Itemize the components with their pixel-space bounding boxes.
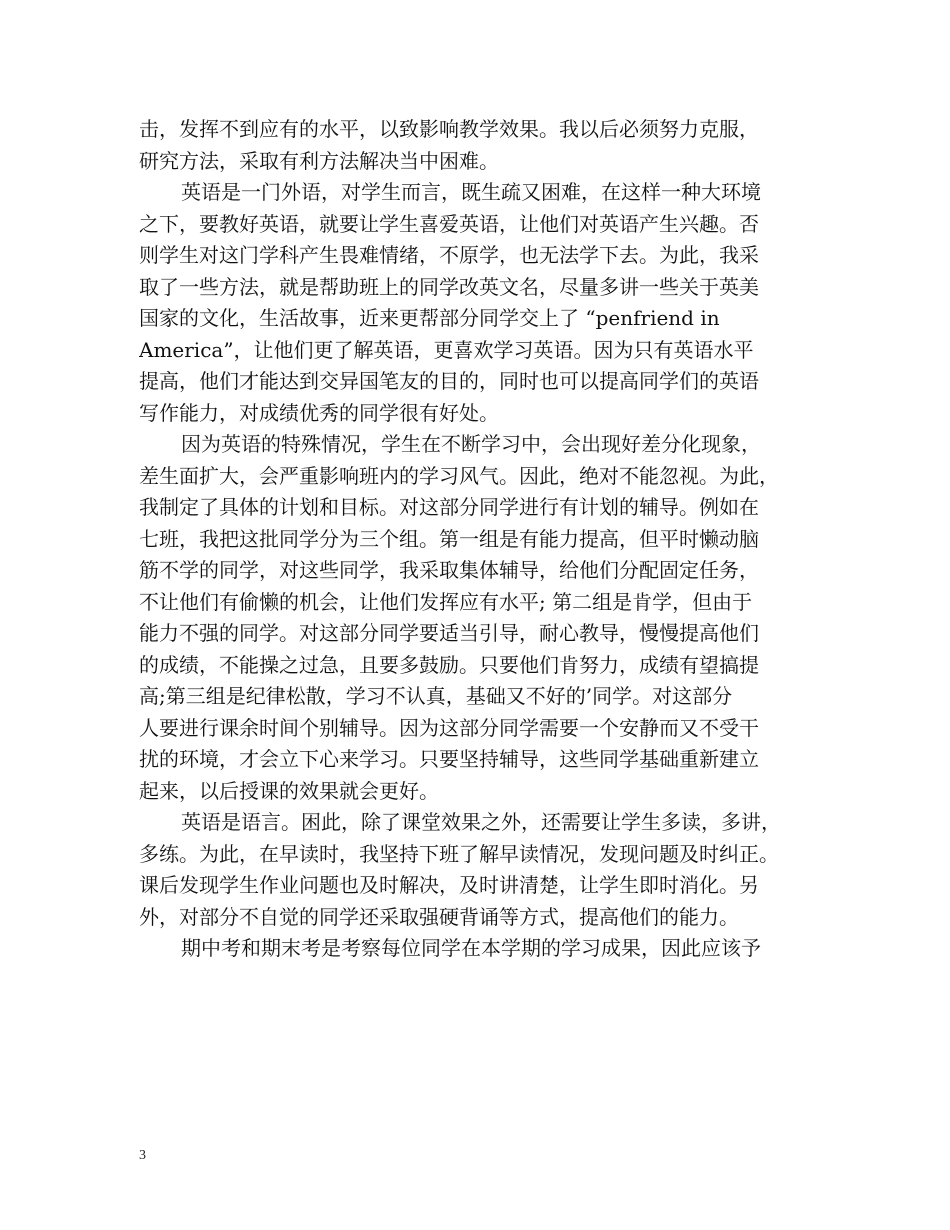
paragraph-start-line: 因为英语的特殊情况，学生在不断学习中，会出现好差分化现象， [181,432,761,456]
text-line: 之下，要教好英语，就要让学生喜爱英语，让他们对英语产生兴趣。否 [139,211,759,236]
text-line: 差生面扩大，会严重影响班内的学习风气。因此，绝对不能忽视。为此， [139,463,779,488]
text-line: 国家的文化，生活故事，近来更帮部分同学交上了 “penfriend in [139,306,720,330]
text-line: 多练。为此，在早读时，我坚持下班了解早读情况，发现问题及时纠正。 [139,841,779,866]
paragraph-start-line: 期中考和期末考是考察每位同学在本学期的学习成果，因此应该予 [181,936,761,960]
text-line: 外，对部分不自觉的同学还采取强硬背诵等方式，提高他们的能力。 [139,904,739,929]
text-line: 击，发挥不到应有的水平，以致影响教学效果。我以后必须努力克服， [139,117,759,141]
text-line: 取了一些方法，就是帮助班上的同学改英文名，尽量多讲一些关于英美 [139,274,759,299]
text-line: 人要进行课余时间个别辅导。因为这部分同学需要一个安静而又不受干 [139,715,759,740]
text-line: America”，让他们更了解英语，更喜欢学习英语。因为只有英语水平 [139,337,754,362]
text-line: 课后发现学生作业问题也及时解决，及时讲清楚，让学生即时消化。另 [139,873,759,897]
paragraph-start-line: 英语是语言。困此，除了课堂效果之外，还需要让学生多读，多讲， [181,810,781,834]
text-line: 提高，他们才能达到交异国笔友的目的，同时也可以提高同学们的英语 [139,369,759,393]
text-line: 起来，以后授课的效果就会更好。 [139,778,439,803]
text-line: 能力不强的同学。对这部分同学要适当引导，耐心教导，慢慢提高他们 [139,621,759,645]
body-text [139,114,829,965]
text-line: 研究方法，采取有利方法解决当中困难。 [139,148,499,173]
text-line: 的成绩，不能操之过急，且要多鼓励。只要他们肯努力，成绩有望搞提 [139,652,759,677]
text-line: 我制定了具体的计划和目标。对这部分同学进行有计划的辅导。例如在 [139,495,759,519]
paragraph-start-line: 英语是一门外语，对学生而言，既生疏又困难，在这样一种大环境 [181,180,761,204]
text-line: 筋不学的同学，对这些同学，我采取集体辅导，给他们分配固定任务， [139,558,759,582]
text-line: 写作能力，对成绩优秀的同学很有好处。 [139,400,499,425]
page-number: 3 [139,1148,146,1163]
text-line: 高;第三组是纪律松散，学习不认真，基础又不好的’同学。对这部分 [139,684,733,708]
text-line: 则学生对这门学科产生畏难情绪，不原学，也无法学下去。为此，我采 [139,243,759,267]
text-line: 七班，我把这批同学分为三个组。第一组是有能力提高，但平时懒动脑 [139,526,759,551]
text-line: 不让他们有偷懒的机会，让他们发挥应有水平; 第二组是肯学，但由于 [139,589,753,614]
text-line: 扰的环境，才会立下心来学习。只要坚持辅导，这些同学基础重新建立 [139,747,759,771]
